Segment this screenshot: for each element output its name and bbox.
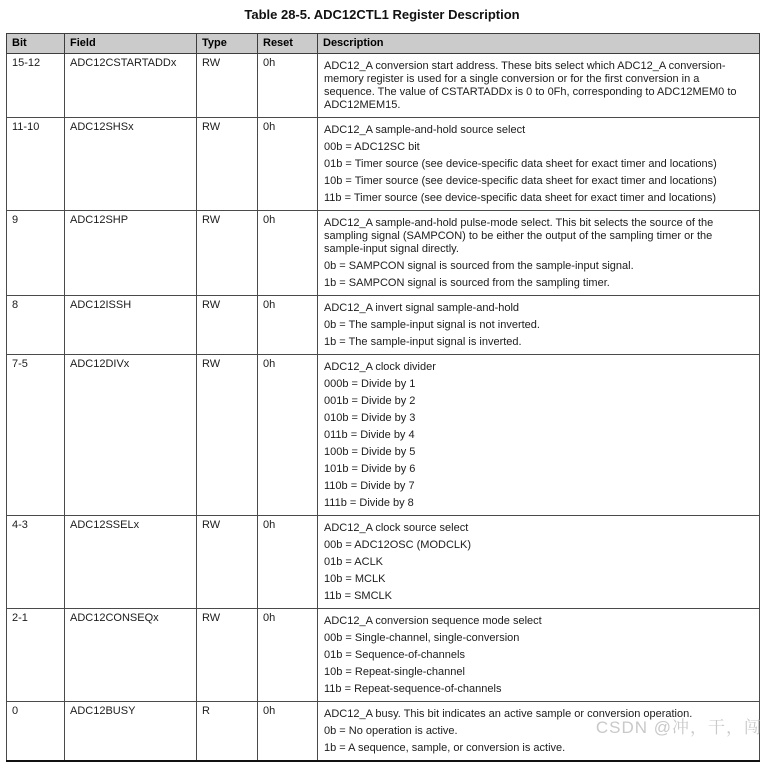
description-cell	[318, 296, 760, 355]
register-table-body	[7, 54, 760, 762]
description-line: 10b = MCLK	[324, 573, 386, 585]
column-header-reset: Reset	[258, 34, 318, 54]
description-cell	[318, 609, 760, 702]
datasheet-page	[0, 7, 764, 754]
field-cell: ADC12SHP	[65, 211, 197, 296]
description-line: 100b = Divide by 5	[324, 446, 416, 458]
table-row	[7, 211, 760, 296]
bit-cell: 15-12	[7, 54, 65, 118]
table-row	[7, 609, 760, 702]
field-cell: ADC12SHSx	[65, 118, 197, 211]
field-cell: ADC12CSTARTADDx	[65, 54, 197, 118]
description-line: 001b = Divide by 2	[324, 395, 416, 407]
field-cell: ADC12ISSH	[65, 296, 197, 355]
field-cell: ADC12SSELx	[65, 516, 197, 609]
description-line: 1b = The sample-input signal is inverted.	[324, 336, 522, 348]
reset-cell: 0h	[258, 54, 318, 118]
description-line: 10b = Timer source (see device-specific data sheet for exact timer and locations)	[324, 175, 717, 187]
description-line: 0b = No operation is active.	[324, 725, 458, 737]
description-line: 00b = ADC12OSC (MODCLK)	[324, 539, 472, 551]
table-row	[7, 355, 760, 516]
description-line: ADC12_A conversion sequence mode select	[324, 615, 542, 627]
description-line: 11b = Timer source (see device-specific data sheet for exact timer and locations)	[324, 192, 717, 204]
type-cell: RW	[197, 118, 258, 211]
reset-cell: 0h	[258, 355, 318, 516]
column-header-field: Field	[65, 34, 197, 54]
description-cell	[318, 516, 760, 609]
bit-cell: 7-5	[7, 355, 65, 516]
bit-cell: 2-1	[7, 609, 65, 702]
csdn-watermark: CSDN @冲，干，闯	[595, 718, 762, 737]
description-line: ADC12_A sample-and-hold pulse-mode select. This bit selects the source of the sampling signal (SAMPCON) to be either the output of the sampling timer or the sample-input signal directly.	[324, 217, 714, 255]
description-line: 1b = SAMPCON signal is sourced from the sampling timer.	[324, 277, 610, 289]
bit-cell: 4-3	[7, 516, 65, 609]
description-line: 00b = Single-channel, single-conversion	[324, 632, 520, 644]
type-cell: RW	[197, 609, 258, 702]
type-cell: RW	[197, 516, 258, 609]
description-line: 010b = Divide by 3	[324, 412, 416, 424]
description-line: 11b = Repeat-sequence-of-channels	[324, 683, 502, 695]
description-line: 0b = The sample-input signal is not inverted.	[324, 319, 540, 331]
description-line: ADC12_A busy. This bit indicates an active sample or conversion operation.	[324, 708, 693, 720]
description-line: ADC12_A invert signal sample-and-hold	[324, 302, 520, 314]
bit-cell: 8	[7, 296, 65, 355]
reset-cell: 0h	[258, 609, 318, 702]
description-line: ADC12_A sample-and-hold source select	[324, 124, 526, 136]
bit-cell: 11-10	[7, 118, 65, 211]
description-line: ADC12_A conversion start address. These bits select which ADC12_A conversion-memory register is used for a single conversion or for the first conversion in a sequence. The value of CSTARTADDx is 0 to 0Fh, corresponding to ADC12MEM0 to ADC12MEM15.	[324, 60, 737, 111]
table-row	[7, 54, 760, 118]
description-cell	[318, 211, 760, 296]
bit-cell: 9	[7, 211, 65, 296]
description-line: 111b = Divide by 8	[324, 497, 414, 509]
type-cell: RW	[197, 54, 258, 118]
field-cell: ADC12BUSY	[65, 702, 197, 762]
description-line: 000b = Divide by 1	[324, 378, 416, 390]
header-row	[7, 34, 760, 54]
reset-cell: 0h	[258, 296, 318, 355]
description-cell	[318, 54, 760, 118]
description-line: 110b = Divide by 7	[324, 480, 415, 492]
description-line: 00b = ADC12SC bit	[324, 141, 420, 153]
description-cell	[318, 702, 760, 762]
description-cell	[318, 118, 760, 211]
description-line: 10b = Repeat-single-channel	[324, 666, 465, 678]
description-line: 011b = Divide by 4	[324, 429, 415, 441]
field-cell: ADC12CONSEQx	[65, 609, 197, 702]
reset-cell: 0h	[258, 118, 318, 211]
page-title: Table 28-5. ADC12CTL1 Register Description	[244, 7, 520, 22]
description-line: 101b = Divide by 6	[324, 463, 416, 475]
column-header-description: Description	[318, 34, 760, 54]
reset-cell: 0h	[258, 211, 318, 296]
register-description-table	[6, 33, 760, 762]
description-line: 11b = SMCLK	[324, 590, 392, 602]
description-line: ADC12_A clock source select	[324, 522, 469, 534]
description-line: ADC12_A clock divider	[324, 361, 436, 373]
table-row	[7, 296, 760, 355]
description-line: 01b = Sequence-of-channels	[324, 649, 465, 661]
table-row	[7, 702, 760, 762]
column-header-bit: Bit	[7, 34, 65, 54]
description-line: 01b = ACLK	[324, 556, 384, 568]
type-cell: RW	[197, 211, 258, 296]
field-cell: ADC12DIVx	[65, 355, 197, 516]
column-header-type: Type	[197, 34, 258, 54]
type-cell: RW	[197, 355, 258, 516]
description-cell	[318, 355, 760, 516]
table-row	[7, 516, 760, 609]
description-line: 1b = A sequence, sample, or conversion is active.	[324, 742, 566, 754]
type-cell: R	[197, 702, 258, 762]
reset-cell: 0h	[258, 516, 318, 609]
description-line: 0b = SAMPCON signal is sourced from the sample-input signal.	[324, 260, 634, 272]
table-row	[7, 118, 760, 211]
description-line: 01b = Timer source (see device-specific data sheet for exact timer and locations)	[324, 158, 717, 170]
bit-cell: 0	[7, 702, 65, 762]
reset-cell: 0h	[258, 702, 318, 762]
type-cell: RW	[197, 296, 258, 355]
table-header	[7, 34, 760, 54]
